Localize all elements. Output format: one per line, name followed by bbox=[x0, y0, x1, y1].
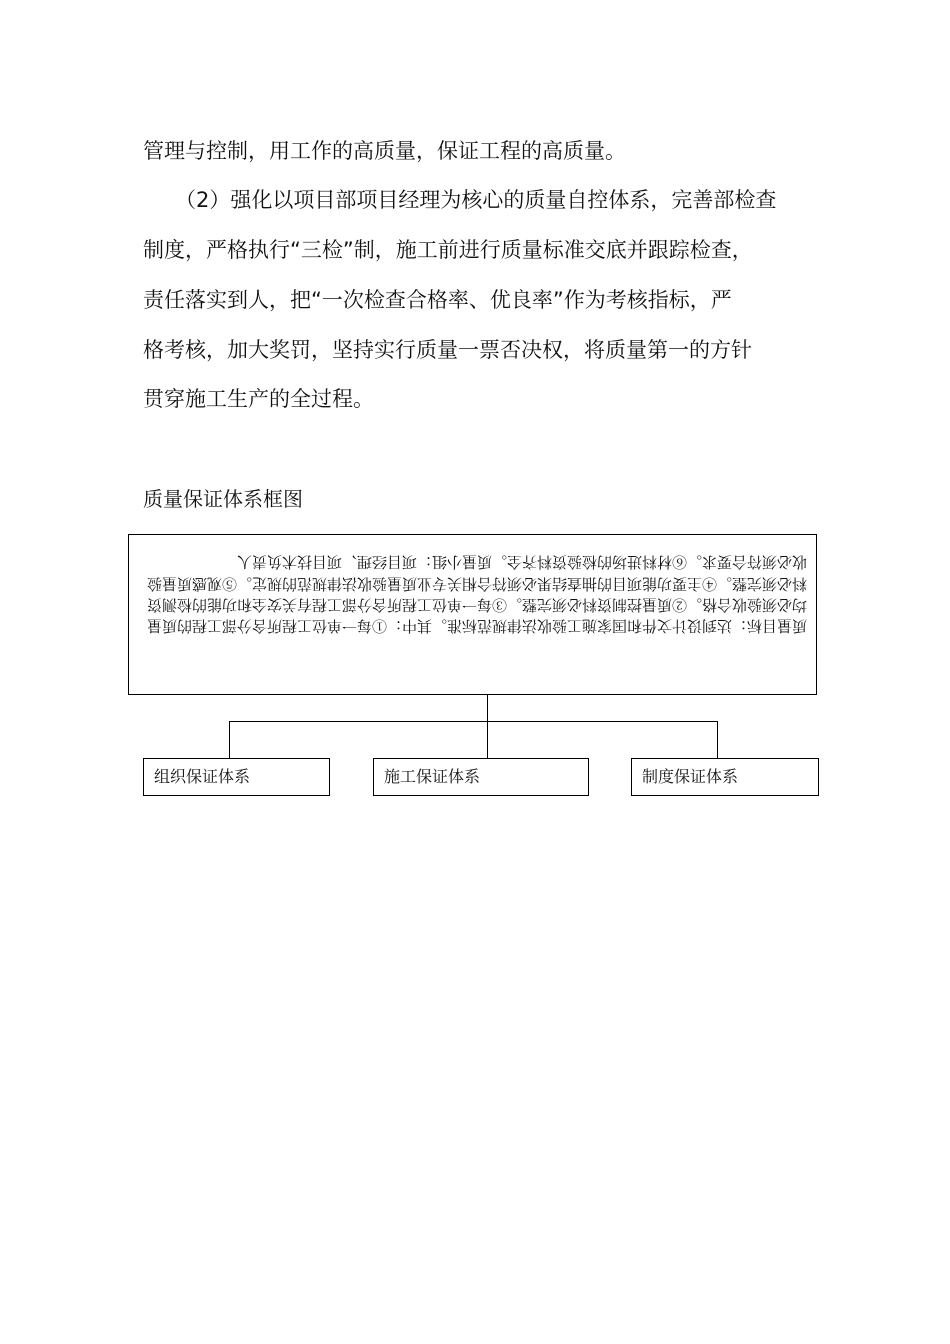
connector-trunk bbox=[487, 695, 488, 722]
body-line-1: 管理与控制，用工作的高质量，保证工程的高质量。 bbox=[143, 139, 626, 163]
connector-middle bbox=[487, 721, 488, 758]
connector-left bbox=[229, 721, 230, 758]
system-assurance-box: 制度保证体系 bbox=[631, 758, 819, 796]
body-line-4: 责任落实到人，把“一次检查合格率、优良率”作为考核指标，严 bbox=[143, 288, 732, 312]
diagram-caption: 质量保证体系框图 bbox=[143, 487, 303, 511]
connector-right bbox=[717, 721, 718, 758]
body-line-5: 格考核，加大奖罚，坚持实行质量一票否决权，将质量第一的方针 bbox=[143, 338, 752, 362]
quality-goal-text: 质量目标：达到设计文件和国家施工验收法律规范标准。其中：①每一单位工程所含分部工程的质量均必须验收合格。②质量控制资料必须完整。③每一单位工程所含分部工程有关安全和功能的检测资料必须完整。④主要功能项目的抽查结果必须符合相关专业质量验收法律规范的规定。⑤观感质量验收必须符合要求。⑥材料进场的检验资料齐全。质量小组：项目经理、项目技术负责人 bbox=[146, 553, 807, 635]
construction-assurance-box: 施工保证体系 bbox=[373, 758, 589, 796]
connector-crossbar bbox=[229, 721, 718, 722]
body-line-2: （2）强化以项目部项目经理为核心的质量自控体系，完善部检查 bbox=[175, 188, 777, 212]
body-line-3: 制度，严格执行“三检”制，施工前进行质量标准交底并跟踪检查， bbox=[143, 238, 753, 262]
organization-assurance-box: 组织保证体系 bbox=[143, 758, 330, 796]
body-line-6: 贯穿施工生产的全过程。 bbox=[143, 387, 374, 411]
quality-goal-box bbox=[128, 534, 817, 695]
